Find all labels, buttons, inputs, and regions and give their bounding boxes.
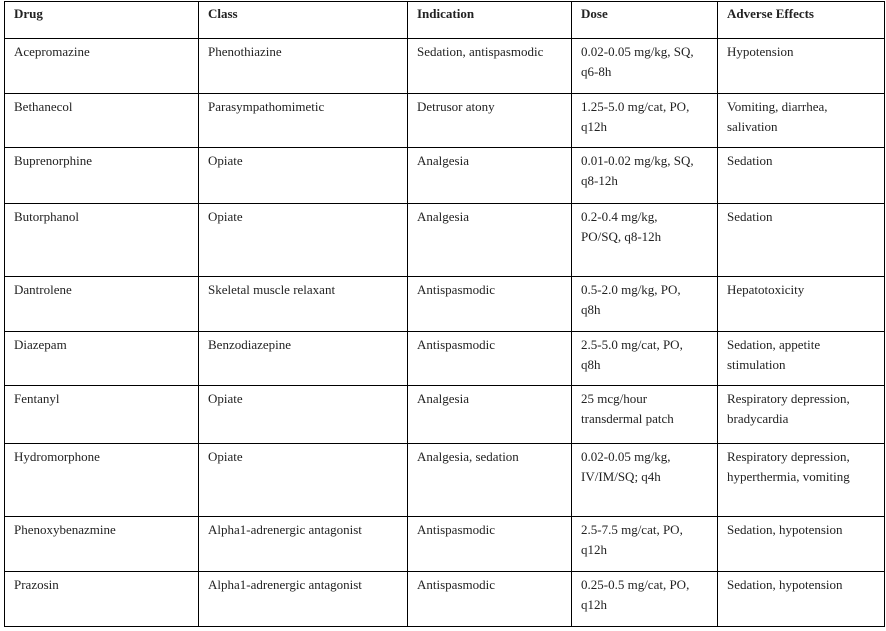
indication-cell: Analgesia	[408, 148, 572, 204]
table-row	[5, 572, 885, 627]
indication-cell: Detrusor atony	[408, 94, 572, 148]
header-adverse-effects: Adverse Effects	[718, 2, 885, 39]
header-row	[5, 2, 885, 39]
indication-cell: Analgesia	[408, 204, 572, 277]
drug-cell: Acepromazine	[5, 39, 199, 94]
indication-cell: Antispasmodic	[408, 517, 572, 572]
dose-cell: 0.25-0.5 mg/cat, PO, q12h	[572, 572, 718, 627]
dose-cell: 0.02-0.05 mg/kg, SQ, q6-8h	[572, 39, 718, 94]
table-row	[5, 148, 885, 204]
class-cell: Alpha1-adrenergic antagonist	[199, 572, 408, 627]
dose-cell: 0.2-0.4 mg/kg, PO/SQ, q8-12h	[572, 204, 718, 277]
drug-cell: Dantrolene	[5, 277, 199, 332]
indication-cell: Antispasmodic	[408, 277, 572, 332]
class-cell: Alpha1-adrenergic antagonist	[199, 517, 408, 572]
table-row	[5, 39, 885, 94]
class-cell: Phenothiazine	[199, 39, 408, 94]
indication-cell: Analgesia, sedation	[408, 444, 572, 517]
adverse-effects-cell: Sedation	[718, 148, 885, 204]
indication-cell: Antispasmodic	[408, 572, 572, 627]
adverse-effects-cell: Respiratory depression, hyperthermia, vomiting	[718, 444, 885, 517]
adverse-effects-cell: Hypotension	[718, 39, 885, 94]
class-cell: Benzodiazepine	[199, 332, 408, 386]
drug-table	[4, 1, 885, 627]
table-row	[5, 444, 885, 517]
dose-cell: 1.25-5.0 mg/cat, PO, q12h	[572, 94, 718, 148]
header-indication: Indication	[408, 2, 572, 39]
dose-cell: 25 mcg/hour transdermal patch	[572, 386, 718, 444]
adverse-effects-cell: Sedation	[718, 204, 885, 277]
drug-cell: Bethanecol	[5, 94, 199, 148]
drug-cell: Fentanyl	[5, 386, 199, 444]
dose-cell: 2.5-5.0 mg/cat, PO, q8h	[572, 332, 718, 386]
dose-cell: 2.5-7.5 mg/cat, PO, q12h	[572, 517, 718, 572]
drug-cell: Phenoxybenazmine	[5, 517, 199, 572]
class-cell: Parasympathomimetic	[199, 94, 408, 148]
adverse-effects-cell: Hepatotoxicity	[718, 277, 885, 332]
class-cell: Opiate	[199, 148, 408, 204]
drug-cell: Prazosin	[5, 572, 199, 627]
adverse-effects-cell: Sedation, hypotension	[718, 572, 885, 627]
dose-cell: 0.01-0.02 mg/kg, SQ, q8-12h	[572, 148, 718, 204]
drug-cell: Buprenorphine	[5, 148, 199, 204]
table-row	[5, 332, 885, 386]
table-row	[5, 386, 885, 444]
table-row	[5, 94, 885, 148]
drug-cell: Diazepam	[5, 332, 199, 386]
class-cell: Skeletal muscle relaxant	[199, 277, 408, 332]
table-row	[5, 204, 885, 277]
adverse-effects-cell: Sedation, appetite stimulation	[718, 332, 885, 386]
header-class: Class	[199, 2, 408, 39]
table-row	[5, 517, 885, 572]
indication-cell: Sedation, antispasmodic	[408, 39, 572, 94]
header-drug: Drug	[5, 2, 199, 39]
class-cell: Opiate	[199, 204, 408, 277]
indication-cell: Analgesia	[408, 386, 572, 444]
adverse-effects-cell: Vomiting, diarrhea, salivation	[718, 94, 885, 148]
dose-cell: 0.02-0.05 mg/kg, IV/IM/SQ; q4h	[572, 444, 718, 517]
indication-cell: Antispasmodic	[408, 332, 572, 386]
class-cell: Opiate	[199, 386, 408, 444]
drug-cell: Butorphanol	[5, 204, 199, 277]
header-dose: Dose	[572, 2, 718, 39]
class-cell: Opiate	[199, 444, 408, 517]
adverse-effects-cell: Respiratory depression, bradycardia	[718, 386, 885, 444]
dose-cell: 0.5-2.0 mg/kg, PO, q8h	[572, 277, 718, 332]
drug-cell: Hydromorphone	[5, 444, 199, 517]
table-row	[5, 277, 885, 332]
adverse-effects-cell: Sedation, hypotension	[718, 517, 885, 572]
